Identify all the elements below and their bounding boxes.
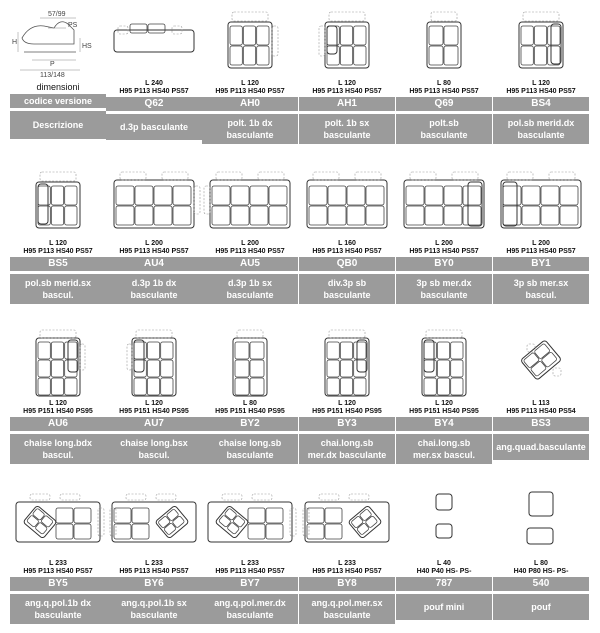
product-length: L 160 bbox=[338, 240, 356, 247]
product-size-spec: H95 P113 HS40 PS57 bbox=[312, 568, 382, 575]
product-length: L 120 bbox=[49, 400, 67, 407]
product-dimensions bbox=[396, 560, 492, 576]
product-length: L 240 bbox=[145, 80, 163, 87]
product-dimensions bbox=[10, 560, 106, 576]
product-card bbox=[493, 168, 589, 308]
product-code: BY6 bbox=[106, 577, 202, 591]
product-length: L 40 bbox=[437, 560, 451, 567]
product-code: BY0 bbox=[396, 257, 492, 271]
product-plan-drawing bbox=[10, 328, 106, 400]
product-size-spec: H95 P113 HS40 PS57 bbox=[215, 88, 285, 95]
product-plan-drawing bbox=[396, 8, 492, 80]
product-description: pol.sb merid.dx basculante bbox=[493, 114, 589, 144]
product-card bbox=[10, 488, 106, 628]
product-size-spec: H95 P151 HS40 PS95 bbox=[215, 408, 285, 415]
product-code: Q62 bbox=[106, 97, 202, 111]
product-code: QB0 bbox=[299, 257, 395, 271]
legend-h: H bbox=[12, 39, 18, 46]
product-plan-drawing bbox=[299, 168, 395, 240]
legend-diagram bbox=[10, 8, 106, 80]
product-plan-drawing bbox=[396, 488, 492, 560]
product-code: BY5 bbox=[10, 577, 106, 591]
legend-hs: HS bbox=[82, 43, 92, 50]
product-dimensions bbox=[202, 240, 298, 256]
product-dimensions bbox=[493, 560, 589, 576]
product-dimensions bbox=[10, 400, 106, 416]
product-plan-drawing bbox=[106, 168, 202, 240]
product-card bbox=[202, 328, 298, 468]
legend-cell bbox=[10, 8, 106, 134]
product-description: pol.sb merid.sx bascul. bbox=[10, 274, 106, 304]
product-length: L 80 bbox=[243, 400, 257, 407]
product-card bbox=[299, 488, 395, 628]
product-description: chai.long.sb mer.sx bascul. bbox=[396, 434, 492, 464]
product-length: L 120 bbox=[435, 400, 453, 407]
legend-bottom-dim: 113/148 bbox=[40, 72, 65, 79]
product-plan-drawing bbox=[106, 488, 202, 560]
product-plan-drawing bbox=[493, 8, 589, 80]
product-code: AH1 bbox=[299, 97, 395, 111]
product-description: ang.quad.basculante bbox=[493, 434, 589, 460]
product-plan-drawing bbox=[202, 168, 298, 240]
product-size-spec: H95 P113 HS40 PS57 bbox=[119, 88, 189, 95]
product-size-spec: H95 P113 HS40 PS57 bbox=[119, 568, 189, 575]
product-code: BY2 bbox=[202, 417, 298, 431]
legend-codice-versione: codice versione bbox=[10, 94, 106, 108]
product-dimensions bbox=[299, 80, 395, 96]
product-length: L 113 bbox=[532, 400, 550, 407]
product-length: L 200 bbox=[532, 240, 550, 247]
product-description: ang.q.pol.1b sx basculante bbox=[106, 594, 202, 624]
product-plan-drawing bbox=[299, 488, 395, 560]
product-size-spec: H95 P113 HS40 PS57 bbox=[23, 568, 93, 575]
product-plan-drawing bbox=[299, 8, 395, 80]
product-code: BS4 bbox=[493, 97, 589, 111]
product-description: polt.sb basculante bbox=[396, 114, 492, 144]
product-size-spec: H95 P113 HS40 PS57 bbox=[312, 88, 382, 95]
product-code: BS3 bbox=[493, 417, 589, 431]
product-description: ang.q.pol.1b dx basculante bbox=[10, 594, 106, 624]
product-card bbox=[10, 168, 106, 308]
product-size-spec: H95 P113 HS40 PS54 bbox=[506, 408, 576, 415]
product-dimensions bbox=[396, 400, 492, 416]
product-card bbox=[493, 8, 589, 148]
product-card bbox=[493, 488, 589, 628]
product-dimensions bbox=[493, 400, 589, 416]
product-size-spec: H40 P40 HS- PS- bbox=[416, 568, 472, 575]
product-dimensions bbox=[396, 240, 492, 256]
product-code: BY3 bbox=[299, 417, 395, 431]
product-plan-drawing bbox=[396, 328, 492, 400]
product-description: ang.q.pol.mer.dx basculante bbox=[202, 594, 298, 624]
product-length: L 233 bbox=[145, 560, 163, 567]
legend-p: P bbox=[50, 61, 55, 68]
product-dimensions bbox=[106, 80, 202, 96]
product-code: BY1 bbox=[493, 257, 589, 271]
product-length: L 120 bbox=[338, 80, 356, 87]
product-length: L 200 bbox=[145, 240, 163, 247]
product-card bbox=[493, 328, 589, 468]
product-card bbox=[299, 8, 395, 148]
product-length: L 120 bbox=[145, 400, 163, 407]
product-description: pouf mini bbox=[396, 594, 492, 620]
product-card bbox=[202, 488, 298, 628]
product-description: d.3p 1b sx basculante bbox=[202, 274, 298, 304]
product-length: L 80 bbox=[437, 80, 451, 87]
product-size-spec: H40 P80 HS- PS- bbox=[513, 568, 569, 575]
product-code: 540 bbox=[493, 577, 589, 591]
product-plan-drawing bbox=[493, 488, 589, 560]
product-length: L 233 bbox=[241, 560, 259, 567]
product-plan-drawing bbox=[10, 168, 106, 240]
product-dimensions bbox=[106, 560, 202, 576]
product-plan-drawing bbox=[106, 328, 202, 400]
product-code: AH0 bbox=[202, 97, 298, 111]
product-dimensions bbox=[202, 560, 298, 576]
product-code: AU6 bbox=[10, 417, 106, 431]
product-plan-drawing bbox=[202, 488, 298, 560]
legend-top-dim: 57/99 bbox=[48, 11, 66, 18]
product-plan-drawing bbox=[106, 8, 202, 80]
product-dimensions bbox=[202, 80, 298, 96]
product-plan-drawing bbox=[493, 168, 589, 240]
product-description: d.3p 1b dx basculante bbox=[106, 274, 202, 304]
product-code: BY7 bbox=[202, 577, 298, 591]
product-description: 3p sb mer.dx basculante bbox=[396, 274, 492, 304]
legend-descrizione: Descrizione bbox=[10, 111, 106, 139]
product-code: AU7 bbox=[106, 417, 202, 431]
product-card bbox=[106, 488, 202, 628]
product-length: L 120 bbox=[49, 240, 67, 247]
product-description: 3p sb mer.sx bascul. bbox=[493, 274, 589, 304]
product-dimensions bbox=[106, 240, 202, 256]
product-length: L 233 bbox=[49, 560, 67, 567]
product-description: d.3p basculante bbox=[106, 114, 202, 140]
product-card bbox=[396, 168, 492, 308]
product-size-spec: H95 P113 HS40 PS57 bbox=[215, 248, 285, 255]
product-size-spec: H95 P113 HS40 PS57 bbox=[409, 248, 479, 255]
product-card bbox=[396, 328, 492, 468]
product-description: chaise long.bdx bascul. bbox=[10, 434, 106, 464]
product-size-spec: H95 P113 HS40 PS57 bbox=[312, 248, 382, 255]
product-card bbox=[299, 168, 395, 308]
product-dimensions bbox=[299, 240, 395, 256]
product-code: AU5 bbox=[202, 257, 298, 271]
product-dimensions bbox=[299, 560, 395, 576]
product-dimensions bbox=[299, 400, 395, 416]
product-description: chaise long.sb basculante bbox=[202, 434, 298, 464]
product-plan-drawing bbox=[396, 168, 492, 240]
product-size-spec: H95 P113 HS40 PS57 bbox=[23, 248, 93, 255]
product-code: BS5 bbox=[10, 257, 106, 271]
product-description: polt. 1b sx basculante bbox=[299, 114, 395, 144]
product-description: polt. 1b dx basculante bbox=[202, 114, 298, 144]
product-dimensions bbox=[396, 80, 492, 96]
product-dimensions bbox=[202, 400, 298, 416]
product-size-spec: H95 P113 HS40 PS57 bbox=[409, 88, 479, 95]
product-code: AU4 bbox=[106, 257, 202, 271]
product-description: pouf bbox=[493, 594, 589, 620]
product-dimensions bbox=[493, 80, 589, 96]
product-plan-drawing bbox=[202, 328, 298, 400]
product-length: L 200 bbox=[241, 240, 259, 247]
product-dimensions bbox=[106, 400, 202, 416]
product-length: L 233 bbox=[338, 560, 356, 567]
product-code: 787 bbox=[396, 577, 492, 591]
product-length: L 120 bbox=[241, 80, 259, 87]
product-code: BY4 bbox=[396, 417, 492, 431]
product-card bbox=[106, 168, 202, 308]
product-card bbox=[10, 328, 106, 468]
product-card bbox=[396, 8, 492, 148]
product-plan-drawing bbox=[202, 8, 298, 80]
product-size-spec: H95 P113 HS40 PS57 bbox=[506, 88, 576, 95]
product-size-spec: H95 P151 HS40 PS95 bbox=[312, 408, 382, 415]
legend-ps: PS bbox=[68, 22, 78, 29]
product-card bbox=[202, 8, 298, 148]
product-code: BY8 bbox=[299, 577, 395, 591]
product-length: L 80 bbox=[534, 560, 548, 567]
product-size-spec: H95 P113 HS40 PS57 bbox=[506, 248, 576, 255]
product-card bbox=[106, 328, 202, 468]
product-size-spec: H95 P151 HS40 PS95 bbox=[119, 408, 189, 415]
product-card bbox=[396, 488, 492, 628]
product-size-spec: H95 P151 HS40 PS95 bbox=[23, 408, 93, 415]
product-plan-drawing bbox=[10, 488, 106, 560]
product-description: chaise long.bsx bascul. bbox=[106, 434, 202, 464]
product-length: L 120 bbox=[532, 80, 550, 87]
product-card bbox=[299, 328, 395, 468]
product-size-spec: H95 P113 HS40 PS57 bbox=[215, 568, 285, 575]
product-plan-drawing bbox=[299, 328, 395, 400]
product-dimensions bbox=[10, 240, 106, 256]
product-length: L 200 bbox=[435, 240, 453, 247]
product-card bbox=[106, 8, 202, 148]
product-card bbox=[202, 168, 298, 308]
product-code: Q69 bbox=[396, 97, 492, 111]
product-length: L 120 bbox=[338, 400, 356, 407]
product-description: chai.long.sb mer.dx basculante bbox=[299, 434, 395, 464]
product-size-spec: H95 P151 HS40 PS95 bbox=[409, 408, 479, 415]
product-plan-drawing bbox=[493, 328, 589, 400]
product-dimensions bbox=[493, 240, 589, 256]
product-description: ang.q.pol.mer.sx basculante bbox=[299, 594, 395, 624]
product-description: div.3p sb basculante bbox=[299, 274, 395, 304]
legend-dimensioni: dimensioni bbox=[36, 82, 80, 92]
product-size-spec: H95 P113 HS40 PS57 bbox=[119, 248, 189, 255]
